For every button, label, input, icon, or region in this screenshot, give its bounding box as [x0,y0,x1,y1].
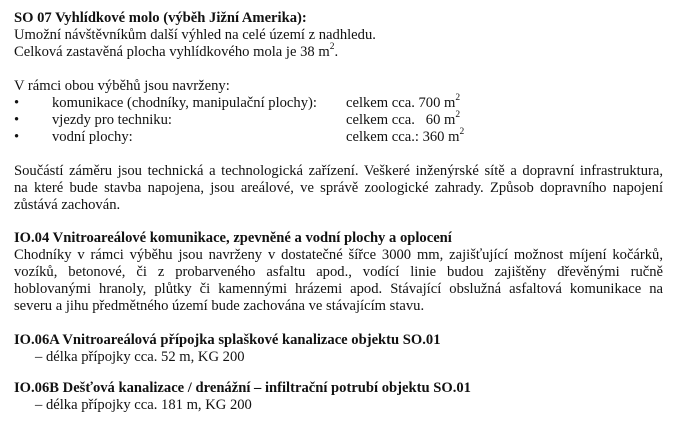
paragraph-line: Součástí záměru jsou technická a technologická zařízení. Veškeré inženýrské sítě a dopravní infrastruktura, [14,163,663,179]
section-io04 [14,230,663,315]
paragraph-line: Celková zastavěná plocha vyhlídkového mola je 38 $m^2$. [14,42,339,60]
paragraph-line: Umožní návštěvníkům další výhled na celé území z nadhledu. [14,27,376,43]
section-title: IO.04 Vnitroareálové komunikace, zpevněné a vodní plochy a oplocení [14,230,452,246]
item-value: celkem cca.: 360 $m^2$ [346,127,465,145]
paragraph-line: na které bude stavba napojena, jsou areálové, ve správě zoologické zahrady. Způsob dopravního napojení [14,180,663,196]
item-label: vodní plochy: [52,129,133,145]
paragraph-line: severu a jihu předmětného území bude zachována ve stávajícím stavu. [14,298,425,314]
list-item [14,95,663,112]
paragraph-line: hoblovanými hranoly, plůtky či kamennými hrázemi apod. Stávající obslužná asfaltová komunikace na [14,281,663,297]
section-title: IO.06A Vnitroareálová přípojka splaškové kanalizace objektu SO.01 [14,332,441,348]
bullet: • [14,129,20,145]
section-so07 [14,10,663,61]
item-label: vjezdy pro techniku: [52,112,172,128]
item-value: celkem cca. 60 $m^2$ [346,110,461,128]
bullet: • [14,112,20,128]
bullet: • [14,95,20,111]
item-label: komunikace (chodníky, manipulační plochy): [52,95,317,111]
detail-line: – délka přípojky cca. 52 m, KG 200 [35,349,245,365]
section-infrastructure [14,163,663,214]
item-value: celkem cca. 700 $m^2$ [346,93,461,111]
detail-line: – délka přípojky cca. 181 m, KG 200 [35,397,252,413]
paragraph-line: Chodníky v rámci výběhu jsou navrženy v dostatečné šířce 3000 mm, zajišťující možnost míjení kočárků, [14,247,663,263]
paragraph-line: zůstává zachován. [14,197,121,213]
list-item [14,112,663,129]
paragraph-line: vozíků, betonové, či z probarveného asfaltu apod., vodící linie budou zajištěny dřevěnými ručně [14,264,663,280]
section-title: SO 07 Vyhlídkové molo (výběh Jižní Amerika): [14,10,307,26]
section-io06a [14,332,663,366]
section-title: IO.06B Dešťová kanalizace / drenážní – infiltrační potrubí objektu SO.01 [14,380,471,396]
section-io06b [14,380,663,414]
section-areas [14,78,663,146]
list-item [14,129,663,146]
paragraph-line: V rámci obou výběhů jsou navrženy: [14,78,230,94]
